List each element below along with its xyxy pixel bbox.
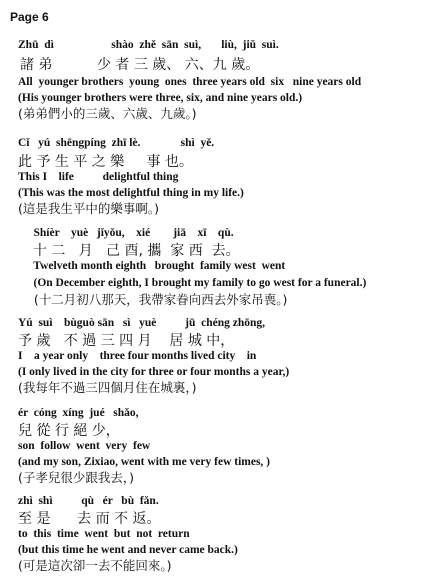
paraphrase-line: (I only lived in the city for three or four months a year,) — [18, 366, 290, 378]
translation-line: (弟弟們小的三歲、六歲、九歲。) — [18, 106, 197, 121]
hanzi-line: 此 予 生 平 之 樂 事 也。 — [18, 154, 193, 170]
hanzi-line: 兒 從 行 絕 少， — [18, 423, 120, 439]
pinyin-line: Cǐ yú shēngpíng zhī lè. shì yě. — [18, 137, 215, 149]
pinyin-line: ér cóng xíng jué shǎo, — [18, 407, 139, 419]
hanzi-line: 予 歲 不 過 三 四 月 居 城 中， — [18, 333, 235, 349]
translation-line: (可是這次卻一去不能回來。) — [18, 558, 172, 573]
hanzi-line: 至 是 去 而 不 返。 — [18, 511, 161, 527]
hanzi-line: 諸 弟 少 者 三 歲、 六、九 歲。 — [20, 57, 260, 73]
paraphrase-line: (His younger brothers were three, six, and nine years old.) — [18, 92, 303, 104]
paraphrase-line: (On December eighth, I brought my family to go west for a funeral.) — [22, 277, 367, 289]
english-gloss: to this time went but not return — [18, 528, 190, 540]
pinyin-line: Yú suì bùguò sān sì yuè jū chéng zhōng, — [18, 317, 265, 329]
pinyin-line: Shíèr yuè jǐyǒu, xié jiā xī qù. — [22, 227, 234, 239]
translation-line: (我每年不過三四個月住在城裏，) — [18, 380, 197, 395]
translation-line: (這是我生平中的樂事啊。) — [18, 201, 160, 216]
english-gloss: All younger brothers young ones three years old six nine years old — [18, 76, 362, 88]
pinyin-line: zhì shì qù ér bù fǎn. — [18, 495, 159, 507]
paraphrase-line: (but this time he went and never came back.) — [18, 544, 238, 556]
paraphrase-line: (and my son, Zixiao, went with me very few times, ) — [18, 456, 271, 468]
english-gloss: Twelveth month eighth brought family west went — [22, 260, 286, 272]
translation-line: (子孝兒很少跟我去，) — [18, 470, 135, 485]
english-gloss: son follow went very few — [18, 440, 151, 452]
pinyin-line: Zhū dì shào zhě sān suì, liù, jiǔ suì. — [18, 39, 279, 51]
translation-line: (十二月初八那天，我帶家眷向西去外家吊喪。) — [22, 292, 288, 307]
english-gloss: I a year only three four months lived city in — [18, 350, 257, 362]
paraphrase-line: (This was the most delightful thing in my life.) — [18, 187, 244, 199]
page-number: Page 6 — [10, 10, 49, 24]
hanzi-line: 十 二 月 己 酉, 攜 家 西 去。 — [24, 243, 240, 259]
english-gloss: This I life delightful thing — [18, 171, 179, 183]
